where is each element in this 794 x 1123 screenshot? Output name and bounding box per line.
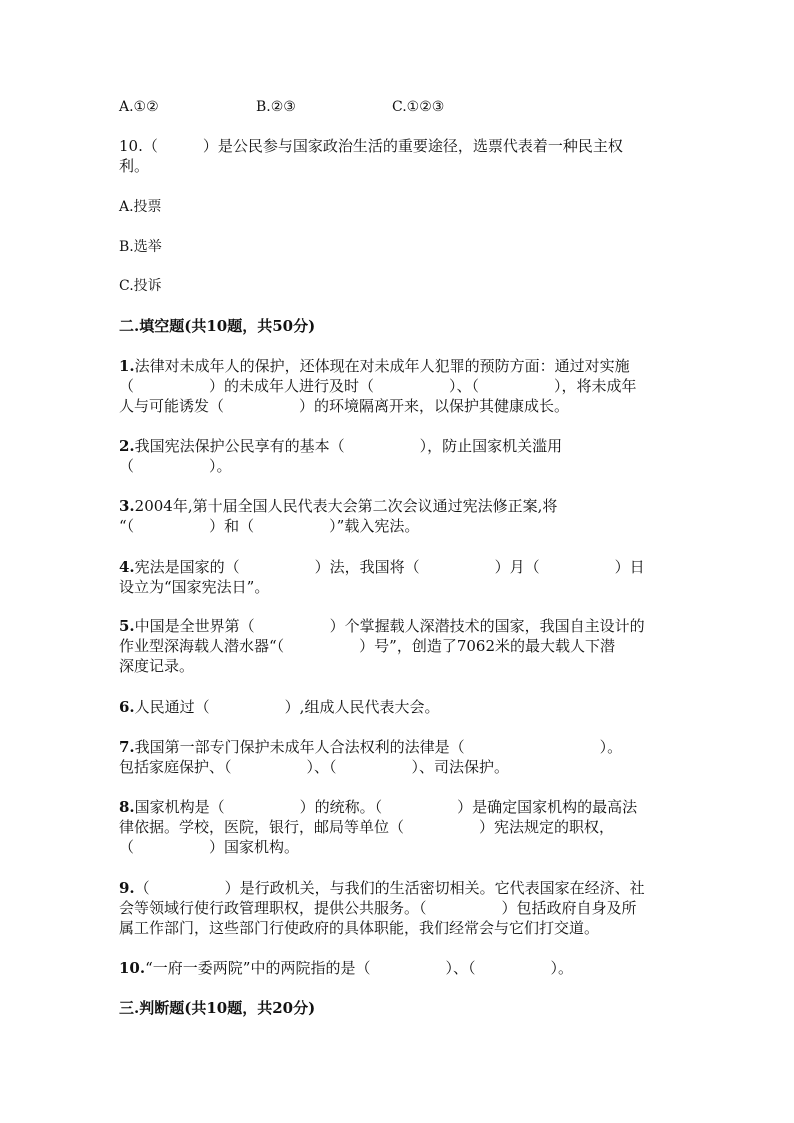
fill-q6-line1: 6.人民通过（ ）,组成人民代表大会。 [119,698,440,716]
q9-option-c: C.①②③ [392,99,445,115]
q10-option-c: C.投诉 [119,278,162,294]
fill-q3-line2: “（ ）和（ ）”载入宪法。 [119,517,420,535]
fill-q4-line1: 4.宪法是国家的（ ）法，我国将（ ）月（ ）日 [119,558,645,576]
q10-option-b: B.选举 [119,239,162,255]
fill-q5-line3: 深度记录。 [119,657,195,675]
q10-option-a: A.投票 [119,199,162,215]
fill-q8-line1: 8.国家机构是（ ）的统称。（ ）是确定国家机构的最高法 [119,798,638,816]
q9-option-b: B.②③ [256,99,296,115]
q10-text-line2: 利。 [119,157,150,175]
fill-q9-line2: 会等领域行使行政管理职权，提供公共服务。（ ）包括政府自身及所 [119,899,637,917]
fill-q5-line1: 5.中国是全世界第（ ）个掌握载人深潜技术的国家，我国自主设计的 [119,617,645,635]
fill-q8-line2: 律依据。学校，医院，银行，邮局等单位（ ）宪法规定的职权， [119,818,615,836]
fill-q1-line2: （ ）的未成年人进行及时（ ）、（ ），将未成年 [119,377,637,395]
fill-q5-line2: 作业型深海载人潜水器“（ ）号”，创造了7062米的最大载人下潜 [119,637,616,655]
fill-q7-line2: 包括家庭保护、（ ）、（ ）、司法保护。 [119,758,510,776]
fill-q8-line3: （ ）国家机构。 [119,838,300,856]
fill-q9-line1: 9.（ ）是行政机关，与我们的生活密切相关。它代表国家在经济、社 [119,879,645,897]
section-title-true-false: 三.判断题(共10题，共20分) [119,999,316,1017]
fill-q1-line1: 1.法律对未成年人的保护，还体现在对未成年人犯罪的预防方面：通过对实施 [119,357,630,375]
fill-q1-line3: 人与可能诱发（ ）的环境隔离开来，以保护其健康成长。 [119,397,570,415]
fill-q10-line1: 10.“一府一委两院”中的两院指的是（ ）、（ ）。 [119,959,573,977]
fill-q3-line1: 3.2004年,第十届全国人民代表大会第二次会议通过宪法修正案,将 [119,497,558,515]
q9-option-a: A.①② [119,99,159,115]
fill-q2-line2: （ ）。 [119,457,232,475]
q10-text-line1: 10.（ ）是公民参与国家政治生活的重要途径，选票代表着一种民主权 [119,137,623,155]
fill-q9-line3: 属工作部门，这些部门行使政府的具体职能，我们经常会与它们打交道。 [119,919,600,937]
fill-q4-line2: 设立为“国家宪法日”。 [119,578,270,596]
section-title-fill-blank: 二.填空题(共10题，共50分) [119,317,316,335]
fill-q7-line1: 7.我国第一部专门保护未成年人合法权利的法律是（ ）。 [119,738,623,756]
fill-q2-line1: 2.我国宪法保护公民享有的基本（ ），防止国家机关滥用 [119,437,563,455]
